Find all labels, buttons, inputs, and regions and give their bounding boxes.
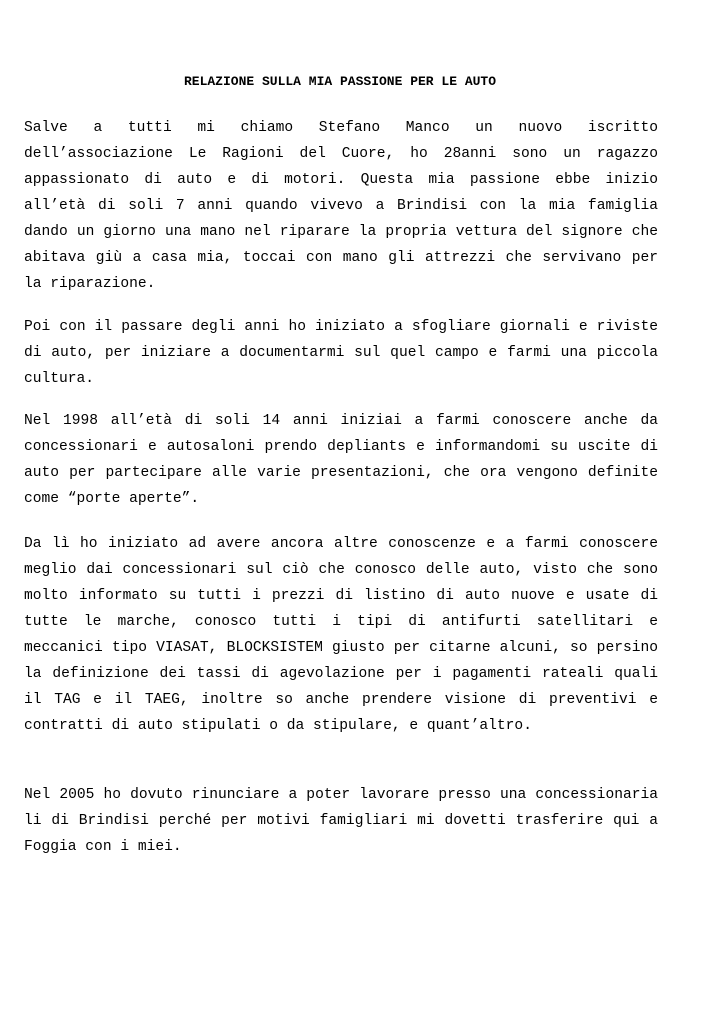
paragraph-5: Nel 2005 ho dovuto rinunciare a poter lavorare presso una concessionaria li di Brindisi perché per motivi famigliari mi dovetti trasferire qui a Foggia con i miei. [24, 787, 658, 855]
paragraph-3: Nel 1998 all’età di soli 14 anni iniziai a farmi conoscere anche da concessionari e autosaloni prendo depliants e informandomi su uscite di auto per partecipare alle varie presentazioni, che ora vengono definite come “porte aperte”. [24, 413, 658, 507]
paragraph-2: Poi con il passare degli anni ho iniziato a sfogliare giornali e riviste di auto, per iniziare a documentarmi sul quel campo e farmi una piccola cultura. [24, 319, 658, 387]
paragraph-4: Da lì ho iniziato ad avere ancora altre conoscenze e a farmi conoscere meglio dai concessionari sul ciò che conosco delle auto, visto che sono molto informato su tutti i prezzi di listino di auto nuove e usate di tutte le marche, conosco tutti i tipi di antifurti satellitari e meccanici tipo VIASAT, BLOCKSISTEM giusto per citarne alcuni, so persino la definizione dei tassi di agevolazione per i pagamenti rateali quali il TAG e il TAEG, inoltre so anche prendere visione di preventivi e contratti di auto stipulati o da stipulare, e quant’altro. [24, 536, 658, 734]
paragraph-1: Salve a tutti mi chiamo Stefano Manco un nuovo iscritto dell’associazione Le Ragioni del Cuore, ho 28anni sono un ragazzo appassionato di auto e di motori. Questa mia passione ebbe inizio all’età di soli 7 anni quando vivevo a Brindisi con la mia famiglia dando un giorno una mano nel riparare la propria vettura del signore che abitava giù a casa mia, toccai con mano gli attrezzi che servivano per la riparazione. [24, 120, 658, 292]
document-title: RELAZIONE SULLA MIA PASSIONE PER LE AUTO [183, 74, 497, 89]
